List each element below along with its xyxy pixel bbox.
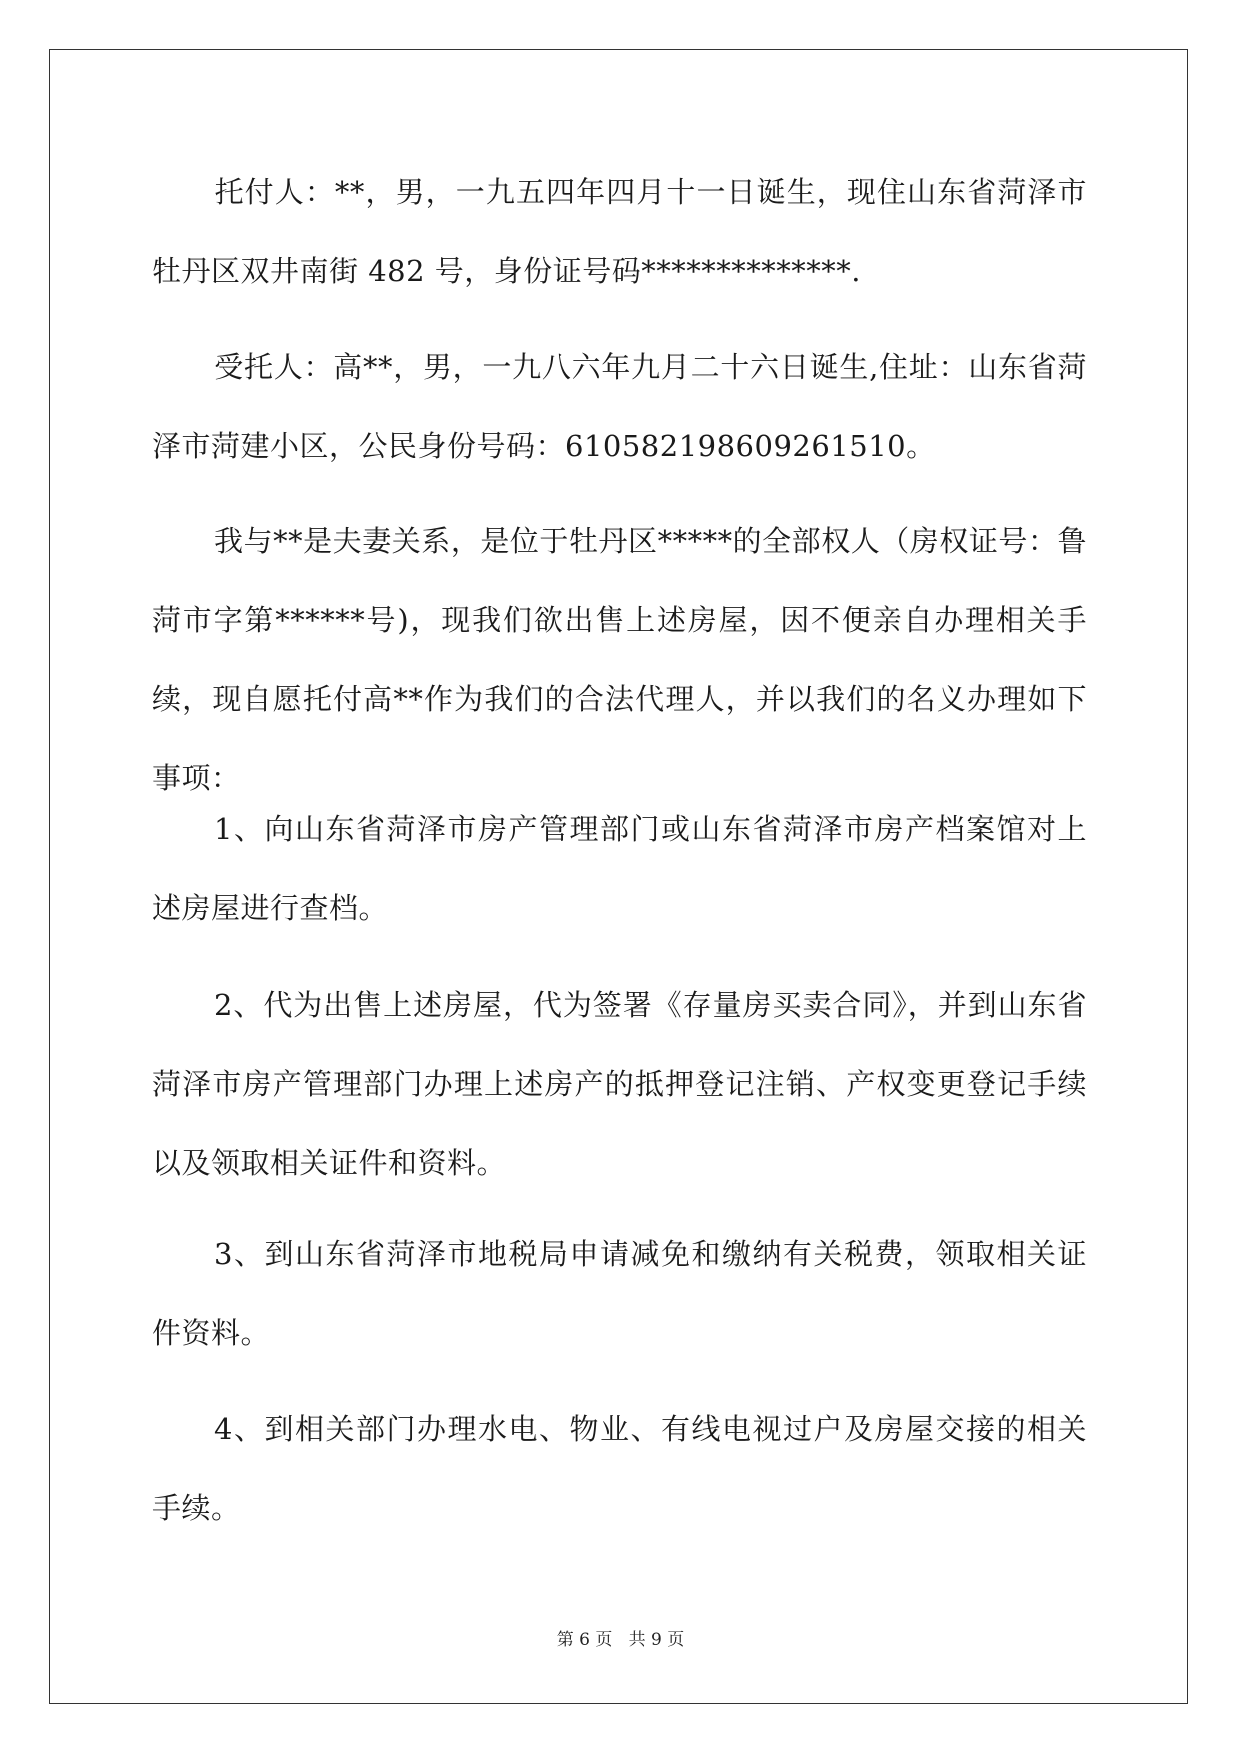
- paragraph-text: 1、向山东省菏泽市房产管理部门或山东省菏泽市房产档案馆对上述房屋进行查档。: [152, 812, 1087, 925]
- paragraph-statement: [152, 502, 1087, 818]
- paragraph-text: 2、代为出售上述房屋，代为签署《存量房买卖合同》，并到山东省菏泽市房产管理部门办理上述房产的抵押登记注销、产权变更登记手续以及领取相关证件和资料。: [152, 988, 1087, 1180]
- paragraph-text: 托付人：**，男，一九五四年四月十一日诞生，现住山东省菏泽市牡丹区双井南街 482 号，身份证号码**************.: [152, 175, 1087, 288]
- paragraph-text: 受托人：高**，男，一九八六年九月二十六日诞生,住址：山东省菏泽市菏建小区，公民身份号码：610582198609261510。: [152, 350, 1087, 463]
- paragraph-item-4: [152, 1390, 1087, 1548]
- page-footer: [0, 1625, 1241, 1650]
- paragraph-item-2: [152, 966, 1087, 1203]
- paragraph-text: 4、到相关部门办理水电、物业、有线电视过户及房屋交接的相关手续。: [152, 1412, 1087, 1525]
- paragraph-text: 3、到山东省菏泽市地税局申请减免和缴纳有关税费，领取相关证件资料。: [152, 1237, 1087, 1350]
- paragraph-item-1: [152, 790, 1087, 948]
- paragraph-principal: [152, 153, 1087, 311]
- paragraph-item-3: [152, 1215, 1087, 1373]
- paragraph-agent: [152, 328, 1087, 486]
- page-number: 第 6 页 共 9 页: [556, 1630, 685, 1650]
- paragraph-text: 我与**是夫妻关系，是位于牡丹区*****的全部权人（房权证号：鲁菏市字第******号)，现我们欲出售上述房屋，因不便亲自办理相关手续，现自愿托付高**作为我们的合法代理人，并以我们的名义办理如下事项：: [152, 524, 1087, 795]
